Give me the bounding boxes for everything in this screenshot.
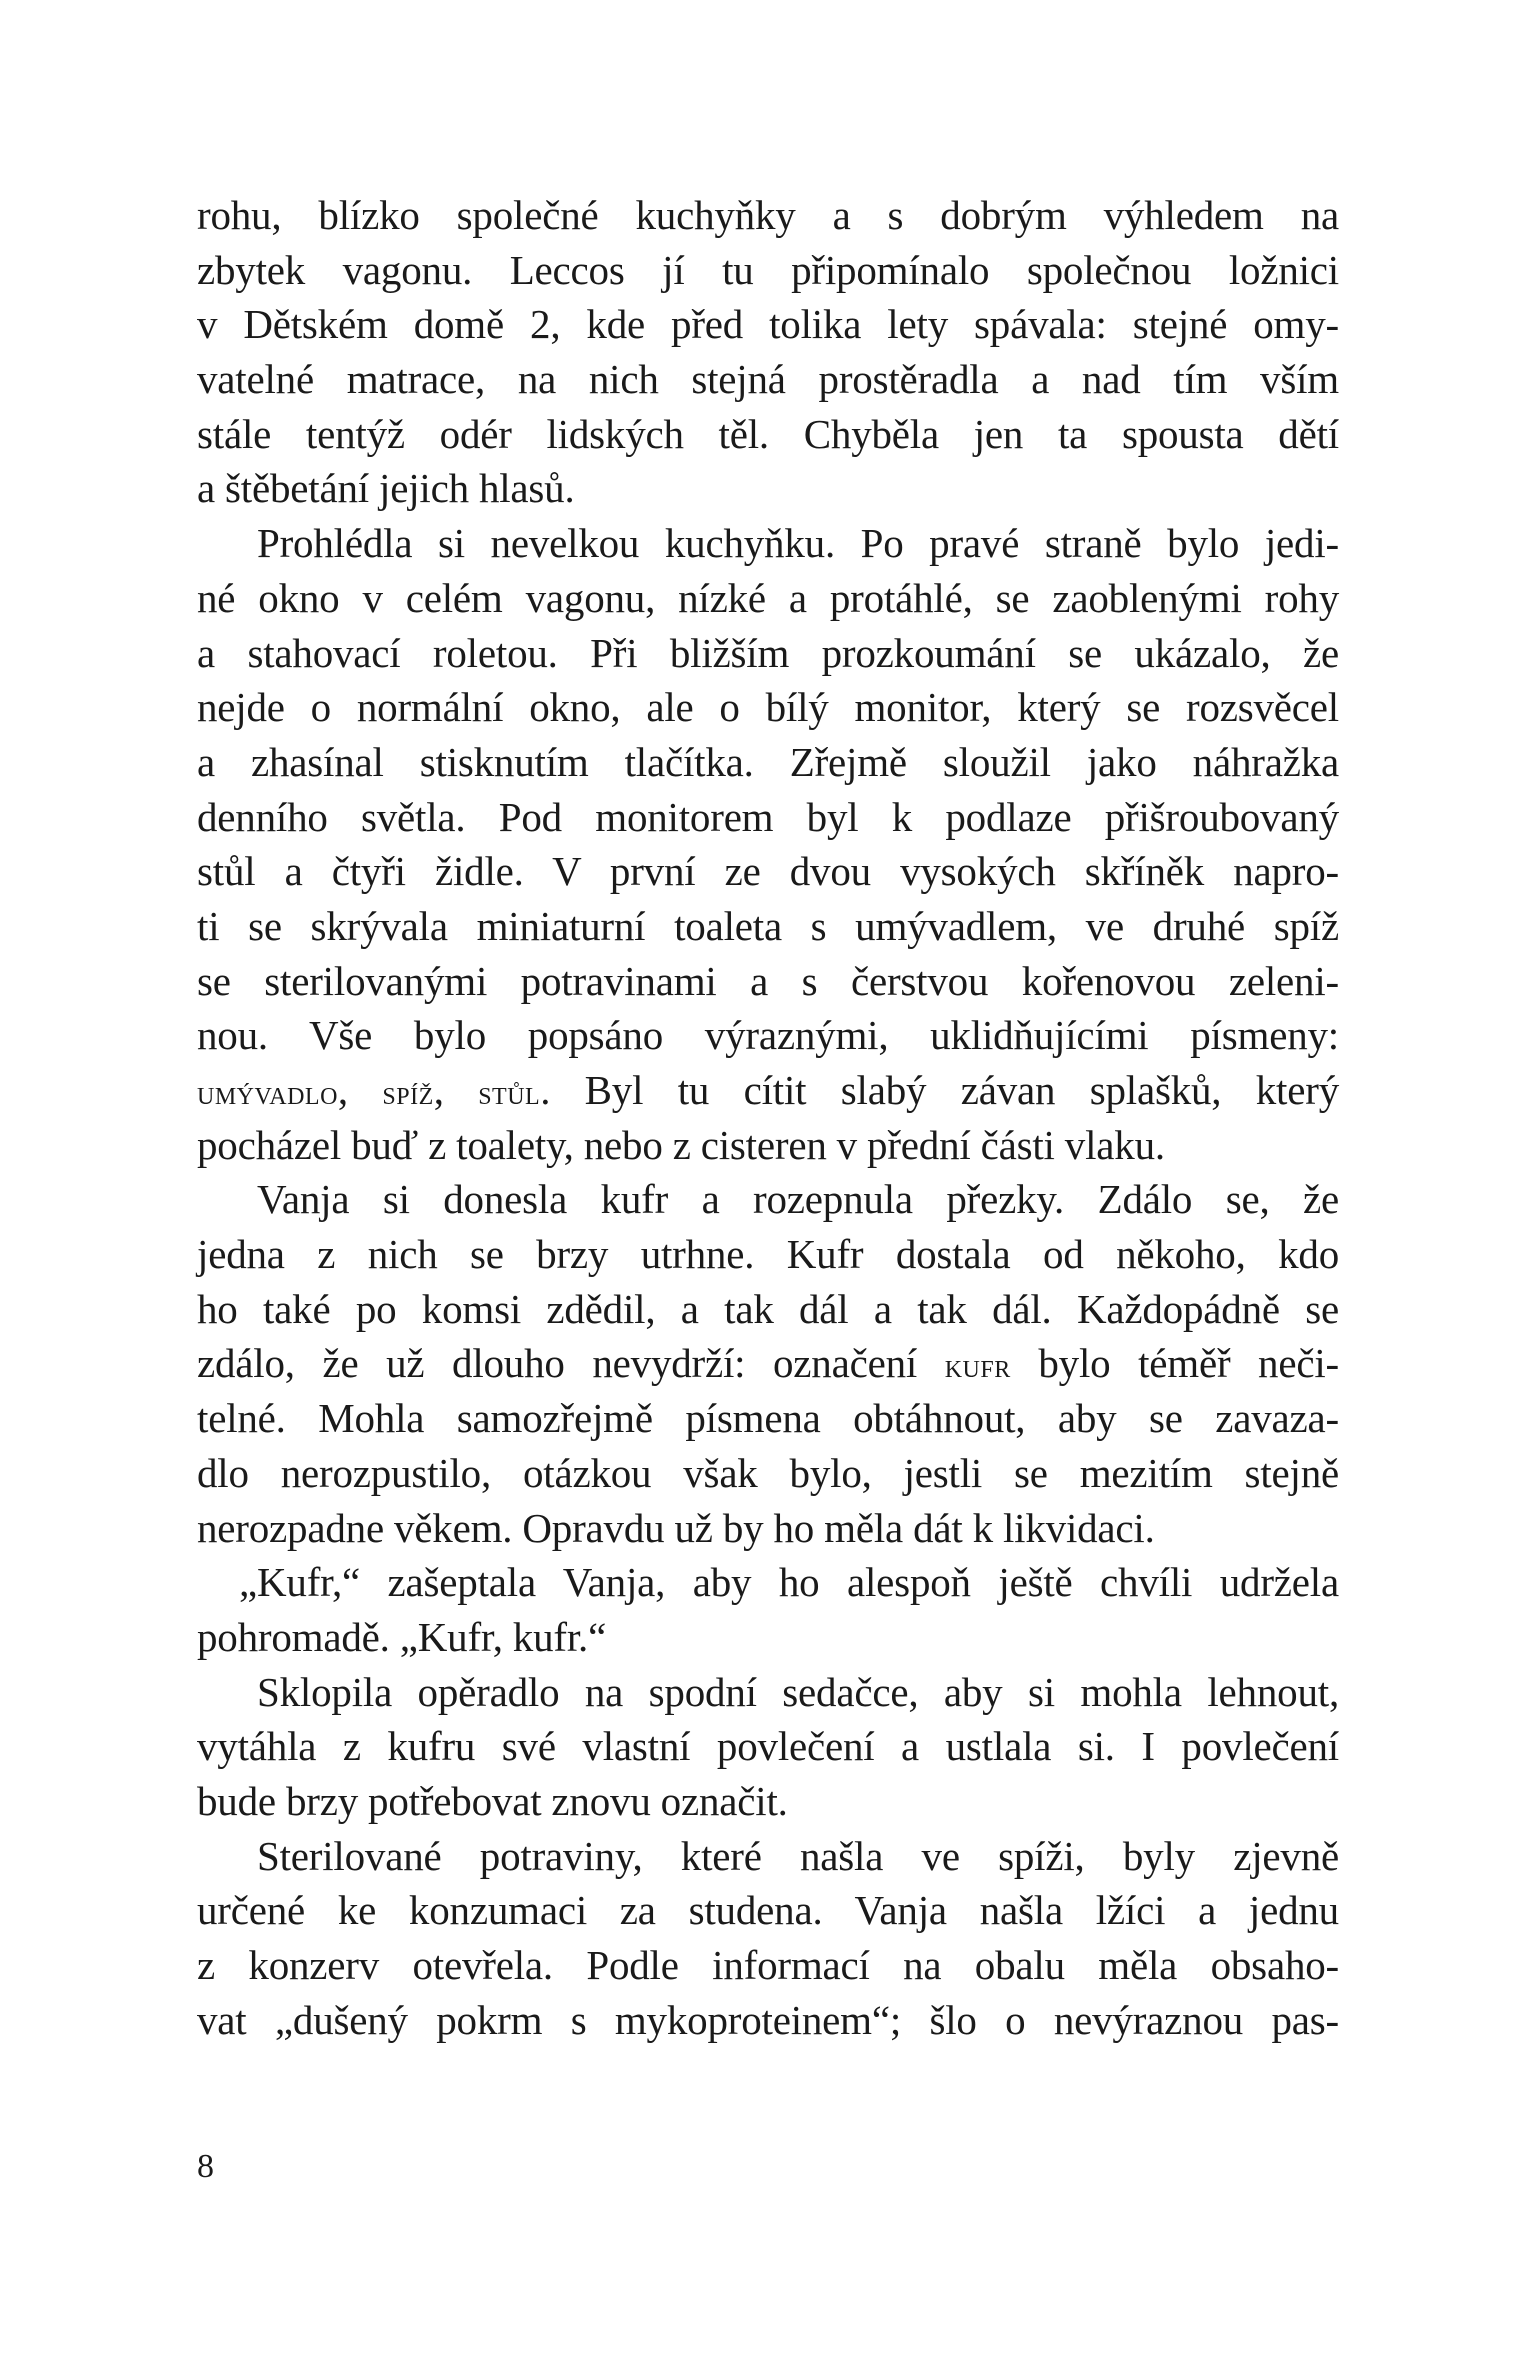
text-line: a stahovací roletou. Při bližším prozkoumání se ukázalo, že <box>197 629 1339 676</box>
text-line: vatelné matrace, na nich stejná prostěradla a nad tím vším <box>197 356 1339 403</box>
text-line-kufr <box>197 1336 1339 1391</box>
text-line: vat „dušený pokrm s mykoproteinem“; šlo o nevýraznou pas- <box>197 1996 1339 2043</box>
label-umyvadlo: umývadlo <box>197 1075 338 1112</box>
text-line: né okno v celém vagonu, nízké a protáhlé, se zaoblenými rohy <box>197 574 1339 621</box>
text-line: telné. Mohla samozřejmě písmena obtáhnout, aby se zavaza- <box>197 1395 1339 1442</box>
text-line: ho také po komsi zdědil, a tak dál a tak dál. Každopádně se <box>197 1285 1339 1332</box>
text-line: denního světla. Pod monitorem byl k podlaze přišroubovaný <box>197 793 1339 840</box>
text-line: bude brzy potřebovat znovu označit. <box>197 1777 788 1824</box>
label-kufr: kufr <box>944 1348 1011 1386</box>
text-line: v Dětském domě 2, kde před tolika lety spávala: stejné omy- <box>197 301 1339 348</box>
text-line-smallcaps <box>197 1063 1339 1118</box>
text-line: pocházel buď z toalety, nebo z cisteren v přední části vlaku. <box>197 1121 1165 1168</box>
text-line: „Kufr,“ zašeptala Vanja, aby ho alespoň ještě chvíli udržela <box>239 1559 1339 1606</box>
text-fragment: . Byl tu cítit slabý závan splašků, který <box>540 1067 1340 1113</box>
book-page-text <box>197 188 1339 2047</box>
separator: , <box>337 1067 383 1113</box>
text-line: a zhasínal stisknutím tlačítka. Zřejmě sloužil jako náhražka <box>197 738 1339 785</box>
text-line: Vanja si donesla kufr a rozepnula přezky. Zdálo se, že <box>257 1176 1339 1223</box>
text-line: rohu, blízko společné kuchyňky a s dobrým výhledem na <box>197 192 1339 238</box>
label-stul: stůl <box>478 1075 541 1112</box>
text-line: nou. Vše bylo popsáno výraznými, uklidňujícími písmeny: <box>197 1012 1339 1059</box>
text-line: ti se skrývala miniaturní toaleta s umývadlem, ve druhé spíž <box>197 902 1339 949</box>
text-line: stále tentýž odér lidských těl. Chyběla jen ta spousta dětí <box>197 410 1339 457</box>
text-line: pohromadě. „Kufr, kufr.“ <box>197 1613 607 1660</box>
page-number: 8 <box>197 2148 214 2185</box>
paragraph-6 <box>197 1829 1339 2048</box>
text-line: se sterilovanými potravinami a s čerstvou kořenovou zeleni- <box>197 957 1339 1004</box>
separator: , <box>433 1067 479 1113</box>
paragraph-2 <box>197 516 1339 1172</box>
text-line: Prohlédla si nevelkou kuchyňku. Po pravé straně bylo jedi- <box>257 520 1339 567</box>
text-fragment: bylo téměř neči- <box>1010 1340 1340 1387</box>
text-line: z konzerv otevřela. Podle informací na obalu měla obsaho- <box>197 1942 1339 1988</box>
text-line: nejde o normální okno, ale o bílý monitor, který se rozsvěcel <box>197 684 1339 731</box>
paragraph-1 <box>197 188 1339 516</box>
text-line: jedna z nich se brzy utrhne. Kufr dostala od někoho, kdo <box>197 1231 1339 1278</box>
text-line: Sklopila opěradlo na spodní sedačce, aby si mohla lehnout, <box>257 1668 1339 1715</box>
paragraph-5 <box>197 1665 1339 1829</box>
text-line: stůl a čtyři židle. V první ze dvou vysokých skříněk napro- <box>197 848 1339 895</box>
text-line: Sterilované potraviny, které našla ve spíži, byly zjevně <box>257 1832 1339 1879</box>
text-line: a štěbetání jejich hlasů. <box>197 465 575 512</box>
text-fragment: zdálo, že už dlouho nevydrží: označení <box>197 1340 945 1387</box>
text-line: nerozpadne věkem. Opravdu už by ho měla dát k likvidaci. <box>197 1504 1155 1551</box>
text-line: určené ke konzumaci za studena. Vanja našla lžíci a jednu <box>197 1887 1339 1934</box>
text-line: vytáhla z kufru své vlastní povlečení a ustlala si. I povlečení <box>197 1723 1339 1770</box>
text-line: dlo nerozpustilo, otázkou však bylo, jestli se mezitím stejně <box>197 1449 1339 1496</box>
text-line: zbytek vagonu. Leccos jí tu připomínalo společnou ložnici <box>197 246 1339 293</box>
paragraph-3 <box>197 1172 1339 1555</box>
label-spiz: spíž <box>382 1075 434 1112</box>
paragraph-4 <box>197 1555 1339 1664</box>
